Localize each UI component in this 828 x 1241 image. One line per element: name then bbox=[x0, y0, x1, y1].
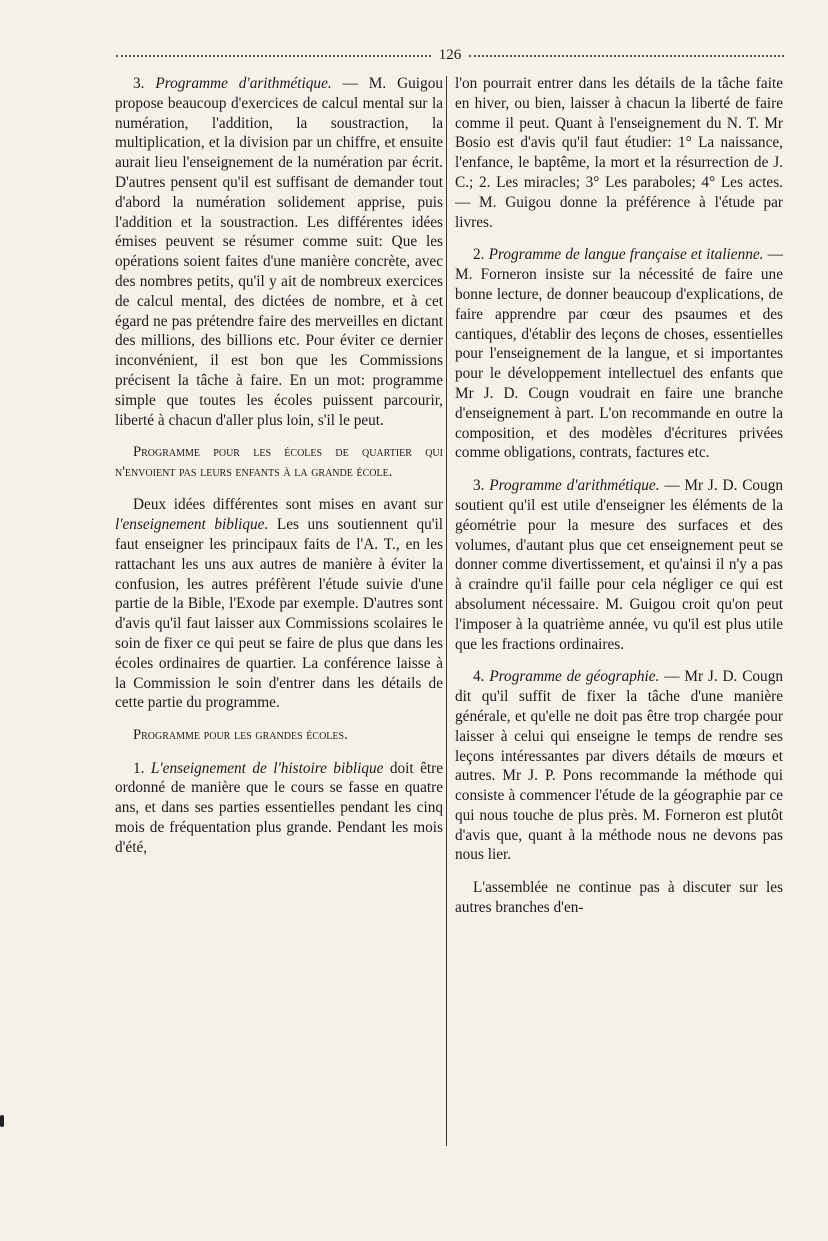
paragraph-arithmetic-grandes: 3. Programme d'arithmétique. — Mr J. D. Cougn soutient qu'il est utile d'enseigner les éléments de la géométrie pour la mesure des surfaces et des volumes, d'autant plus que cet enseignement peut se donner comme divertissement, et qu'ainsi il n'y a pas à craindre qu'il faille pour cela négliger ce qui est absolument nécessaire. M. Guigou croit qu'on peut l'imposer à la quatrième année, vu qu'il est plus utile que les fractions ordinaires. bbox=[455, 477, 783, 653]
right-column bbox=[455, 74, 783, 931]
left-column bbox=[115, 74, 443, 871]
paragraph-closing: L'assemblée ne continue pas à discuter sur les autres branches d'en- bbox=[455, 879, 783, 917]
page-number: 126 bbox=[438, 46, 462, 63]
paragraph-title: Programme d'arithmétique. bbox=[155, 75, 332, 92]
paragraph-title: Programme de géographie. bbox=[489, 668, 660, 686]
header-rule-left bbox=[116, 55, 431, 57]
column-divider bbox=[446, 76, 447, 1146]
section-heading-quartier: Programme pour les écoles de quartier qui n'envoient pas leurs enfants à la grande école. bbox=[115, 444, 443, 480]
section-heading-grandes-ecoles: Programme pour les grandes écoles. bbox=[133, 727, 348, 744]
paragraph-biblical-history: 1. L'enseignement de l'histoire biblique doit être ordonné de manière que le cours se fasse en quatre ans, et dans ses parties essentielles pendant les cinq mois de fréquentation plus grande. Pendant les mois d'été, bbox=[115, 759, 443, 856]
margin-mark bbox=[0, 1115, 4, 1127]
paragraph-title: Programme d'arithmétique. bbox=[489, 477, 660, 495]
paragraph-geography: 4. Programme de géographie. — Mr J. D. Cougn dit qu'il suffit de fixer la tâche d'une manière générale, et qu'elle ne doit pas être trop chargée pour laisser à celui qui enseigne le temps de rendre ses leçons intéressantes par divers détails de mœurs et autres. Mr J. P. Pons recommande la méthode qui consiste à commencer l'étude de la géographie par ce qui nous touche de plus près. M. Forneron est plutôt d'avis que, quant à la méthode nous ne devons pas nous lier. bbox=[455, 668, 783, 864]
paragraph-biblical-teaching: Deux idées différentes sont mises en avant sur l'enseignement biblique. Les uns soutiennent qu'il faut enseigner les principaux faits de l'A. T., en les rattachant les uns aux autres de manière à éviter la confusion, les autres préfèrent l'étude suivie d'une partie de la Bible, l'Exode par exemple. D'autres sont d'avis qu'il faut laisser aux Commissions scolaires le soin de fixer ce qui peut se faire de plus que dans les écoles ordinaires de quartier. La conférence laisse à la Commission le soin d'entrer dans les détails de cette partie du programme. bbox=[115, 496, 443, 712]
header-rule-right bbox=[469, 55, 784, 57]
paragraph-arithmetic-quartier: 3. Programme d'arithmétique. — M. Guigou propose beaucoup d'exercices de calcul mental sur la numération, l'addition, la soustraction, la multiplication, et la division par un chiffre, et ensuite aurait lieu l'enseignement de la numération par écrit. D'autres pensent qu'il est suffisant de demander tout d'abord la numération solidement apprise, puis l'addition et la soustraction. Les différentes idées émises peuvent se résumer comme suit: Que les opérations soient faites d'une manière concrète, avec des nombres petits, qu'il y ait de nombreux exercices de calcul mental, des dictées de nombre, et à cet égard ne pas prétendre faire des merveilles en dictant des millions, des billions etc. Pour éviter ce dernier inconvénient, il est bon que les Commissions précisent la tâche à faire. En un mot: programme simple que toutes les écoles puissent parcourir, liberté à chacun d'aller plus loin, s'il le peut. bbox=[115, 75, 443, 429]
page-header bbox=[116, 44, 784, 66]
paragraph-language: 2. Programme de langue française et italienne. — M. Forneron insiste sur la nécessité de faire une bonne lecture, de donner beaucoup d'explications, de faire apprendre par cœur des psaumes et des cantiques, d'établir des leçons de choses, essentielles pour l'enseignement de la langue, et si importantes pour le développement intellectuel des enfants que Mr J. D. Cougn voudrait en faire une branche d'enseignement à part. L'on recommande en outre la composition, et des modèles d'écritures privées comme obligations, contrats, factures etc. bbox=[455, 246, 783, 462]
paragraph-title: Programme de langue française et italienne. bbox=[488, 246, 764, 264]
paragraph-continuation: l'on pourrait entrer dans les détails de la tâche faite en hiver, ou bien, laisser à chacun la liberté de faire comme il peut. Quant à l'enseignement du N. T. Mr Bosio est d'avis qu'il faut étudier: 1° La naissance, l'enfance, le baptême, la mort et la résurrection de J. C.; 2. Les miracles; 3° Les paraboles; 4° Les actes. — M. Guigou donne la préférence à l'étude par livres. bbox=[455, 75, 783, 231]
paragraph-title: L'enseignement de l'histoire biblique bbox=[150, 759, 384, 777]
